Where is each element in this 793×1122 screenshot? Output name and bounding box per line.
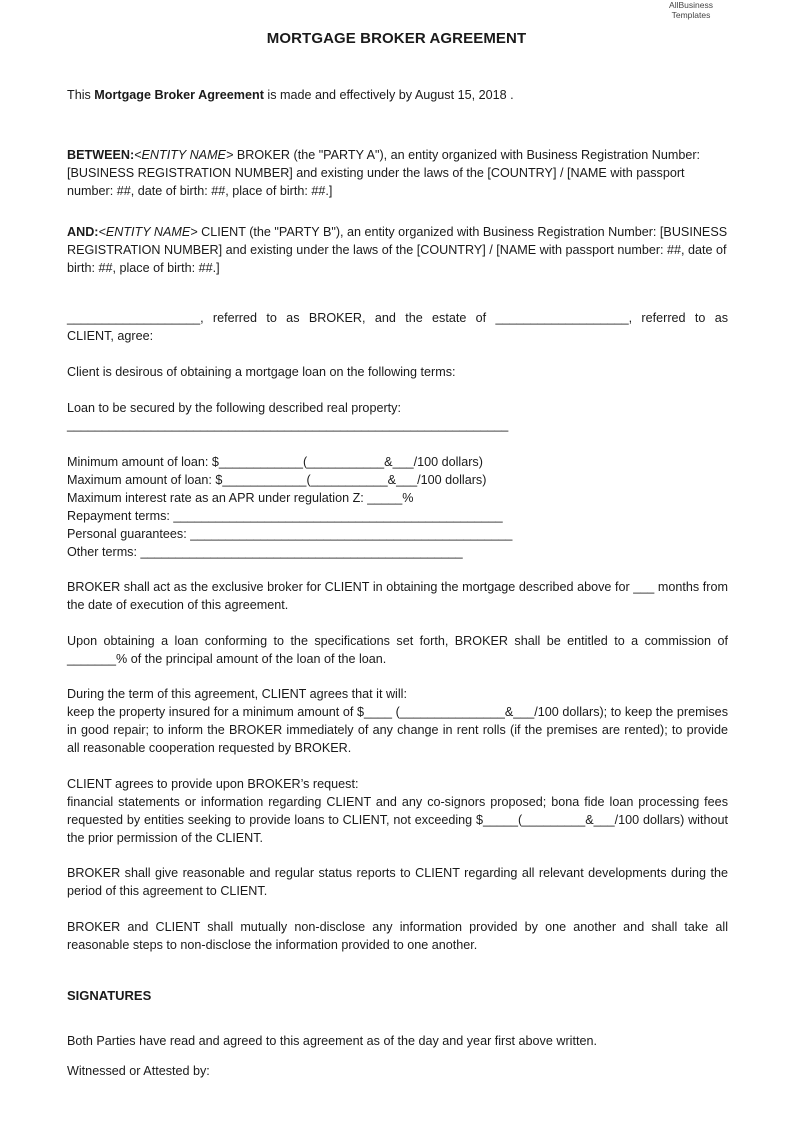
and-label: AND: xyxy=(67,225,99,239)
property-label: Loan to be secured by the following described real property: xyxy=(67,401,401,415)
and-paragraph xyxy=(67,223,731,277)
intro-agreement-name: Mortgage Broker Agreement xyxy=(94,88,264,102)
interest-rate-term: Maximum interest rate as an APR under regulation Z: _____% xyxy=(67,491,414,505)
referred-line-1: ___________________, referred to as BROKER, and the estate of ___________________, referred to as xyxy=(67,311,728,325)
between-text: BROKER (the "PARTY A"), an entity organized with Business Registration Number: [BUSINESS REGISTRATION NUMBER] and existing under the laws of the [COUNTRY] / [NAME with passport number: ##, date of birth: ##, place of birth: ##.] xyxy=(67,148,701,198)
witness-line: Witnessed or Attested by: xyxy=(67,1064,210,1078)
nondisclose-paragraph: BROKER and CLIENT shall mutually non-disclose any information provided by one another and shall take all reasonable steps to non-disclose the information provided to one another. xyxy=(67,920,728,952)
exclusive-paragraph: BROKER shall act as the exclusive broker for CLIENT in obtaining the mortgage described above for ___ months from the date of execution of this agreement. xyxy=(67,580,728,612)
other-term: Other terms: ______________________________________________ xyxy=(67,545,463,559)
document-title: MORTGAGE BROKER AGREEMENT xyxy=(266,30,527,47)
max-loan-term: Maximum amount of loan: $____________(___________&___/100 dollars) xyxy=(67,473,487,487)
agreed-paragraph: Both Parties have read and agreed to this agreement as of the day and year first above written. xyxy=(67,1034,597,1048)
request-text: financial statements or information regarding CLIENT and any co-signors proposed; bona fide loan processing fees requested by entities seeking to provide loans to CLIENT, not exceeding $_____(_________&___/100 dollars) without the prior permission of the CLIENT. xyxy=(67,795,728,845)
repayment-term: Repayment terms: _______________________________________________ xyxy=(67,509,503,523)
between-paragraph xyxy=(67,146,731,200)
guarantees-term: Personal guarantees: ______________________________________________ xyxy=(67,527,513,541)
intro-suffix: is made and effectively by August 15, 2018 . xyxy=(263,88,514,102)
intro-paragraph xyxy=(67,86,728,104)
brand-logo xyxy=(662,0,720,20)
referred-paragraph xyxy=(67,309,728,345)
commission-paragraph: Upon obtaining a loan conforming to the specifications set forth, BROKER shall be entitled to a commission of _______% of the principal amount of the loan of the loan. xyxy=(67,634,728,666)
between-entity: <ENTITY NAME> xyxy=(134,148,234,162)
desirous-paragraph: Client is desirous of obtaining a mortgage loan on the following terms: xyxy=(67,365,456,379)
during-text: keep the property insured for a minimum amount of $____ (_______________&___/100 dollars); to keep the premises in good repair; to inform the BROKER immediately of any change in rent rolls (if the premises are rented); to provide all reasonable cooperation requested by BROKER. xyxy=(67,705,728,755)
and-entity: <ENTITY NAME> xyxy=(98,225,198,239)
and-text: CLIENT (the "PARTY B"), an entity organized with Business Registration Number: [BUSINESS REGISTRATION NUMBER] and existing under the laws of the [COUNTRY] / [NAME with passport number: ##, date of birth: ##, place of birth: ##.] xyxy=(67,225,728,275)
property-blank: _______________________________________________________________ xyxy=(67,418,509,432)
min-loan-term: Minimum amount of loan: $____________(___________&___/100 dollars) xyxy=(67,455,483,469)
during-intro: During the term of this agreement, CLIENT agrees that it will: xyxy=(67,687,407,701)
intro-prefix: This xyxy=(67,88,95,102)
between-label: BETWEEN: xyxy=(67,148,135,162)
property-paragraph xyxy=(67,399,728,434)
during-paragraph xyxy=(67,685,728,757)
loan-terms-list xyxy=(67,453,728,561)
referred-line-2: CLIENT, agree: xyxy=(67,329,154,343)
status-paragraph: BROKER shall give reasonable and regular status reports to CLIENT regarding all relevant developments during the period of this agreement to CLIENT. xyxy=(67,866,728,898)
request-paragraph xyxy=(67,775,728,847)
logo-line-2: Templates xyxy=(671,10,711,20)
request-intro: CLIENT agrees to provide upon BROKER’s request: xyxy=(67,777,359,791)
signatures-heading: SIGNATURES xyxy=(67,988,152,1003)
logo-line-1: AllBusiness xyxy=(669,0,713,10)
